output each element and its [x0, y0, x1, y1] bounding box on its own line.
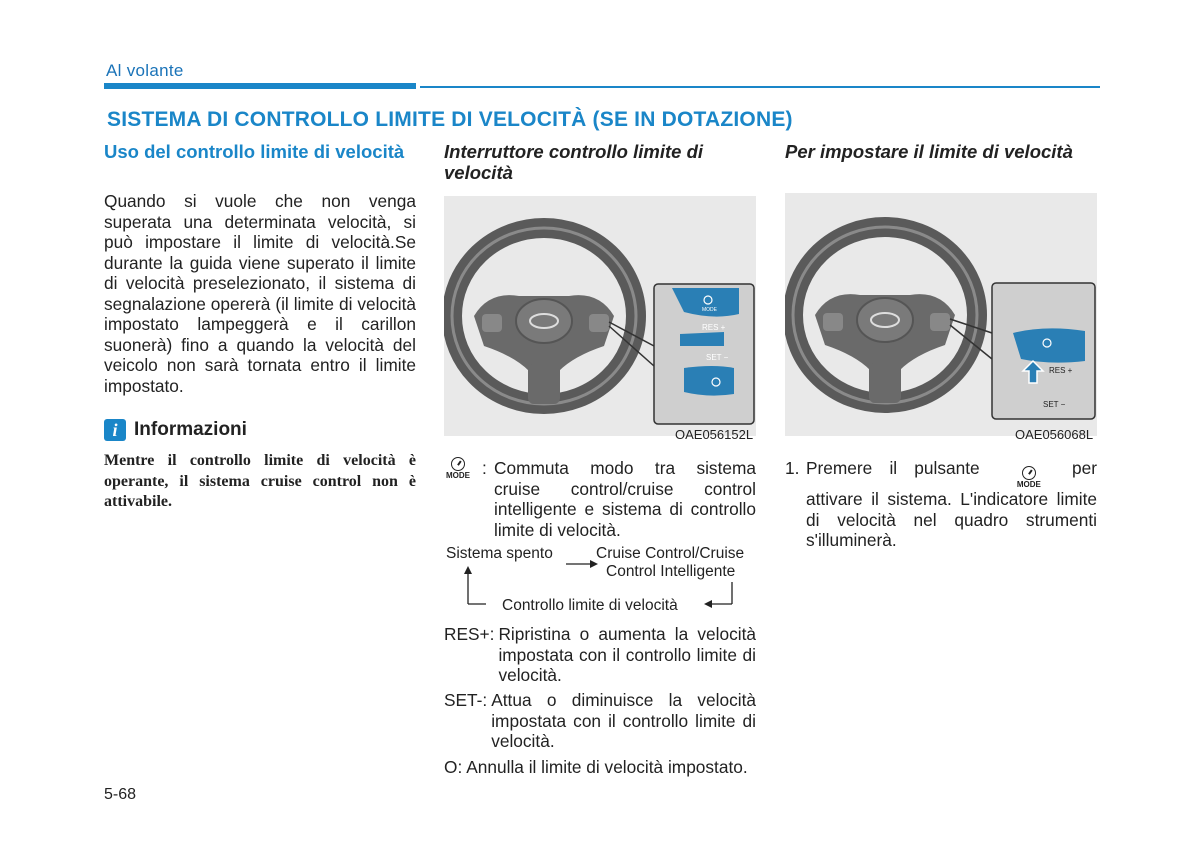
section-heading-usage: Uso del controllo limite di velocità: [104, 141, 405, 162]
list-item-text: Attua o diminuisce la velocità impostata con il controllo limite di velocità.: [491, 690, 756, 751]
usage-body-text: Quando si vuole che non venga superata una determinata velocità, si può impostare il limite di velocità.Se durante la guida viene superato il limite di velocità preselezionato, il sistema di segnalazione opererà (il limite di velocità impostato lampeggerà e il carillon suonerà) fino a quando la velocità del veicolo non sarà tornata entro il limite impostato.: [104, 191, 416, 396]
list-item-text: Ripristina o aumenta la velocità impostata con il controllo limite di velocità.: [498, 624, 756, 685]
section-label: Al volante: [106, 61, 184, 80]
list-item-set: [444, 690, 756, 752]
mode-separator: :: [482, 458, 487, 478]
figure-code-switch: OAE056152L: [675, 427, 754, 442]
list-item-key: RES+:: [444, 624, 495, 644]
list-item-res: [444, 624, 756, 686]
list-item-key: SET-:: [444, 690, 488, 710]
mode-icon-label: MODE: [1016, 480, 1041, 489]
step-number: 1.: [785, 458, 800, 478]
page-title: SISTEMA DI CONTROLLO LIMITE DI VELOCITÀ (SE IN DOTAZIONE): [107, 108, 793, 131]
mode-description: Commuta modo tra sistema cruise control/cruise control intelligente e sistema di controllo limite di velocità.: [494, 458, 756, 540]
set-label: SET −: [706, 353, 729, 362]
flow-system-off: Sistema spento: [446, 545, 553, 562]
figure-code-set: OAE056068L: [1015, 427, 1094, 442]
steering-wheel-figure-switch: [444, 196, 756, 436]
steering-wheel-illustration: [785, 193, 1097, 436]
steering-wheel-illustration: [444, 196, 756, 436]
section-heading-switch: Interruttore controllo limite di velocità: [444, 141, 704, 183]
flow-speed-limit: Controllo limite di velocità: [502, 597, 678, 614]
res-label: RES +: [1049, 366, 1073, 375]
set-label: SET −: [1043, 400, 1066, 409]
res-label: RES +: [702, 323, 726, 332]
list-item-cancel: [444, 757, 756, 778]
info-title: Informazioni: [134, 419, 247, 440]
mode-icon-label: MODE: [446, 471, 470, 480]
steering-wheel-figure-set: [785, 193, 1097, 436]
page-number: 5-68: [104, 786, 137, 803]
header-rule: [420, 86, 1100, 88]
mode-label: MODE: [702, 307, 717, 313]
step-text-pre: Premere il pulsante: [806, 458, 980, 478]
flow-cruise-line2: Control Intelligente: [606, 563, 736, 580]
section-heading-set-limit: Per impostare il limite di velocità: [785, 141, 1073, 162]
info-icon: i: [104, 419, 126, 441]
mode-icon: [446, 457, 470, 480]
step-1: [785, 458, 1097, 551]
step-text-post: per attivare il sistema. L'indicatore limite di velocità nel quadro strumenti s'illuminerà.: [806, 458, 1097, 550]
list-item-key: O:: [444, 757, 463, 777]
flow-arrows: [444, 540, 756, 615]
flow-cruise-line1: Cruise Control/Cruise: [596, 545, 745, 562]
info-box-header: [104, 419, 416, 441]
info-text: Mentre il controllo limite di velocità è operante, il sistema cruise control non è attivabile.: [104, 452, 416, 510]
mode-icon: [1017, 466, 1041, 489]
list-item-text: Annulla il limite di velocità impostato.: [466, 757, 748, 777]
header-bar: [104, 83, 416, 89]
